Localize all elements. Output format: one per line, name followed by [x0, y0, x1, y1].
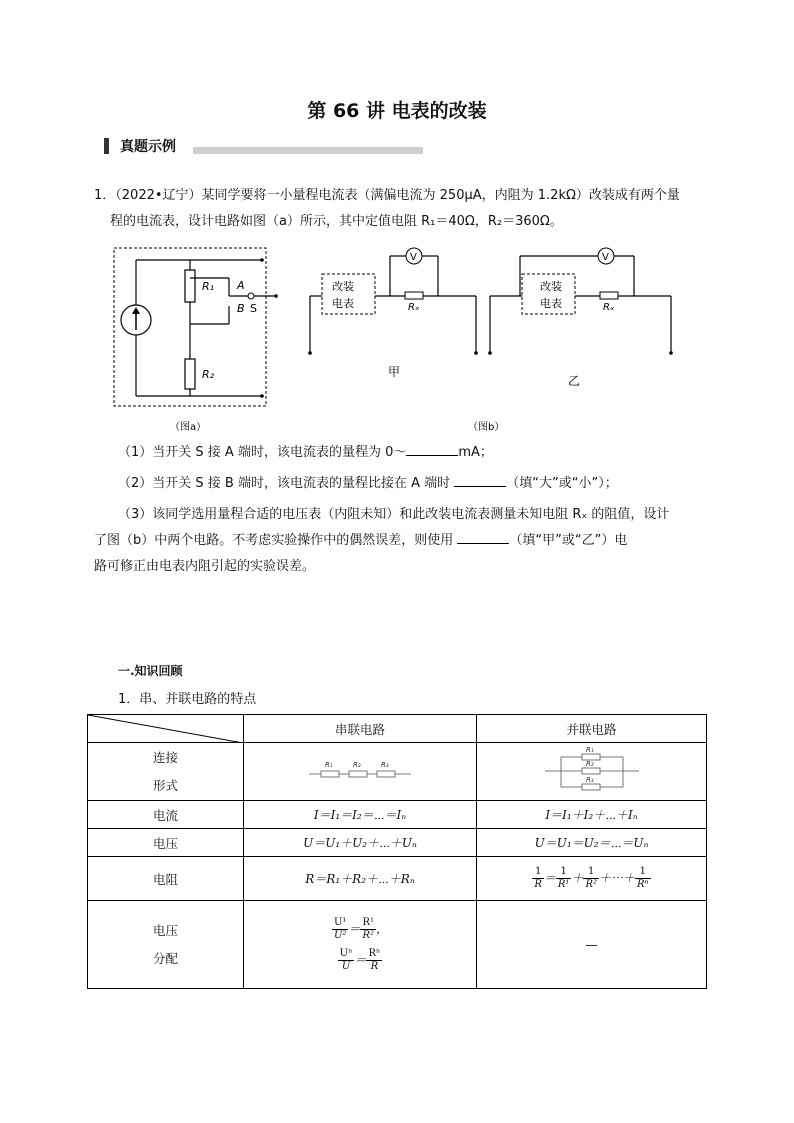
- box-jia-line2: 电表: [332, 297, 354, 310]
- table-row-voltage: 电压 U＝U₁＋U₂＋⋯＋Uₙ U＝U₁＝U₂＝⋯＝Uₙ: [88, 829, 707, 857]
- table-corner-cell: [88, 715, 244, 743]
- svg-text:V: V: [602, 252, 609, 263]
- box-yi-line1: 改装: [540, 280, 562, 293]
- parallel-voltage-divide: —: [477, 901, 707, 989]
- answer-blank-3[interactable]: [457, 530, 509, 544]
- svg-text:R₁: R₁: [325, 761, 333, 769]
- switch-terminal: [248, 293, 254, 299]
- parallel-resistance: $\frac{1}{R}$ ＝ $\frac{1}{\text{R¹}}$ ＋ $\frac{1}{\text{R²}}$ ＋⋯＋ $\frac{1}{\text{Rⁿ}}$: [477, 857, 707, 901]
- box-jia-line1: 改装: [332, 280, 354, 293]
- box-yi-line2: 电表: [540, 297, 562, 310]
- header-series: 串联电路: [244, 715, 477, 743]
- answer-blank-2[interactable]: [454, 473, 506, 487]
- parallel-diagram: [537, 745, 647, 795]
- section-marker: [104, 138, 109, 154]
- label-rx-jia: Rₓ: [408, 302, 420, 313]
- series-voltage-divide: $\frac{\text{U¹}}{\text{U²}}$ ＝ $\frac{\text{R¹}}{\text{R²}}$ ， $\frac{\text{Uⁿ}}{U}$ ＝ $\frac{\text{Rⁿ}}{R}$: [244, 901, 477, 989]
- circuit-table: [87, 714, 707, 989]
- question-number: 1．: [94, 188, 116, 203]
- resistor-rx-yi: [600, 292, 618, 299]
- label-a: A: [237, 279, 245, 292]
- svg-text:V: V: [410, 252, 417, 263]
- label-yi: 乙: [568, 374, 581, 388]
- sub3-line3: 路可修正由电表内阻引起的实验误差。: [94, 559, 316, 574]
- series-diagram: [305, 756, 415, 784]
- figure-a: [108, 244, 288, 434]
- label-r1: R₁: [202, 280, 215, 293]
- table-header-row: [88, 715, 707, 743]
- knowledge-heading: 一.知识回顾: [118, 664, 183, 678]
- sub3-line1: （3）该同学选用量程合适的电压表（内阻未知）和此改装电流表测量未知电阻 Rₓ 的阻值，设计: [118, 507, 670, 522]
- label-r2: R₂: [202, 368, 215, 381]
- table-row-resistance: 电阻 R＝R₁＋R₂＋⋯＋Rₙ $\frac{1}{R}$ ＝ $\frac{1}{\text{R¹}}$ ＋ $\frac{1}{\text{R²}}$ ＋⋯＋ $\frac{1}{\text{Rⁿ}}$: [88, 857, 707, 901]
- section-label: 真题示例: [120, 139, 176, 155]
- svg-text:R₂: R₂: [585, 760, 594, 768]
- question-text-line2: 程的电流表，设计电路如图（a）所示，其中定值电阻 R₁＝40Ω，R₂＝360Ω。: [110, 214, 563, 229]
- parallel-voltage: U＝U₁＝U₂＝⋯＝Uₙ: [477, 829, 707, 857]
- figure-b: [300, 244, 690, 434]
- series-resistance: R＝R₁＋R₂＋⋯＋Rₙ: [244, 857, 477, 901]
- caption-b: （图b）: [468, 422, 505, 433]
- answer-blank-1[interactable]: [406, 442, 458, 456]
- sub-question-1: （1）当开关 S 接 A 端时，该电流表的量程为 0～ mA；: [118, 441, 493, 460]
- knowledge-subheading: 1．串、并联电路的特点: [118, 692, 257, 707]
- svg-text:R₂: R₂: [353, 761, 361, 769]
- table-row-connection: 连接 形式 R₁ R₂ R₃ R₁ R₂ R₃: [88, 743, 707, 801]
- header-parallel: 并联电路: [477, 715, 707, 743]
- section-divider: [193, 147, 423, 154]
- series-current: I＝I₁＝I₂＝⋯＝Iₙ: [244, 801, 477, 829]
- label-jia: 甲: [388, 365, 401, 379]
- resistor-r2: [185, 359, 195, 389]
- label-rx-yi: Rₓ: [603, 302, 615, 313]
- sub-question-2: （2）当开关 S 接 B 端时，该电流表的量程比接在 A 端时 （填“大”或“小”）；: [118, 472, 618, 491]
- table-row-current: 电流 I＝I₁＝I₂＝⋯＝Iₙ I＝I₁＋I₂＋⋯＋Iₙ: [88, 801, 707, 829]
- sub3-line2-suffix: （填“甲”或“乙”）电: [509, 533, 628, 548]
- svg-text:R₃: R₃: [381, 761, 389, 769]
- svg-text:R₃: R₃: [585, 776, 594, 784]
- svg-text:R₁: R₁: [585, 746, 594, 754]
- table-row-voltage-divide: 电压 分配 $\frac{\text{U¹}}{\text{U²}}$ ＝ $\frac{\text{R¹}}{\text{R²}}$ ， $\frac{\text{Uⁿ}}{U}$ ＝ $\frac{\text{Rⁿ}}{R}$ —: [88, 901, 707, 989]
- resistor-rx-jia: [405, 292, 423, 299]
- resistor-r1: [185, 270, 195, 302]
- sub-question-3: [94, 502, 704, 580]
- parallel-current: I＝I₁＋I₂＋⋯＋Iₙ: [477, 801, 707, 829]
- page-title: 第 66 讲 电表的改装: [307, 100, 487, 122]
- label-s: S: [250, 302, 257, 315]
- question-text-line1: （2022•辽宁）某同学要将一小量程电流表（满偏电流为 250μA，内阻为 1.2kΩ）改装成有两个量: [115, 188, 680, 203]
- sub3-line2-prefix: 了图（b）中两个电路。不考虑实验操作中的偶然误差，则使用: [94, 533, 458, 548]
- question-stem: [94, 183, 704, 235]
- series-voltage: U＝U₁＋U₂＋⋯＋Uₙ: [244, 829, 477, 857]
- caption-a: （图a）: [170, 422, 207, 433]
- label-b: B: [237, 302, 245, 315]
